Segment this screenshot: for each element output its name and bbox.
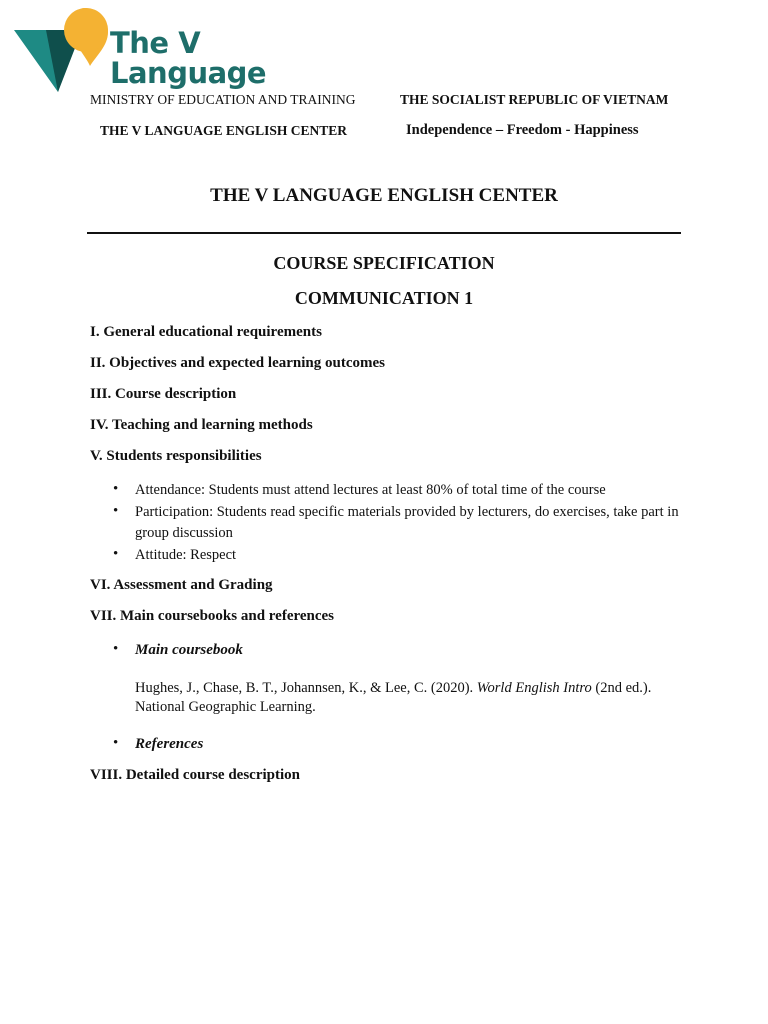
responsibility-participation: Participation: Students read specific materials provided by lecturers, do exercises, take part in group discussion <box>135 504 679 541</box>
logo-wordmark <box>110 28 266 88</box>
page-title: THE V LANGUAGE ENGLISH CENTER <box>210 185 558 206</box>
bullet-icon: • <box>113 641 119 657</box>
motto-label: Independence – Freedom - Happiness <box>406 122 639 138</box>
ministry-label: MINISTRY OF EDUCATION AND TRAINING <box>90 92 356 107</box>
spec-title: COURSE SPECIFICATION <box>273 253 495 273</box>
center-label: THE V LANGUAGE ENGLISH CENTER <box>100 123 348 138</box>
bullet-icon: • <box>113 503 119 519</box>
section-1-heading: I. General educational requirements <box>90 324 322 340</box>
logo-line-2: Language <box>110 56 267 90</box>
bullet-icon: • <box>113 481 119 497</box>
section-4-heading: IV. Teaching and learning methods <box>90 417 313 433</box>
logo <box>12 4 267 96</box>
section-8-heading: VIII. Detailed course description <box>90 767 300 783</box>
reference-publisher: (2nd ed.). National Geographic Learning. <box>135 680 652 715</box>
section-3-heading: III. Course description <box>90 386 237 402</box>
bullet-icon: • <box>113 735 119 751</box>
section-7-heading: VII. Main coursebooks and references <box>90 608 335 624</box>
title-divider <box>87 232 681 234</box>
republic-label: THE SOCIALIST REPUBLIC OF VIETNAM <box>400 92 669 107</box>
reference-authors: Hughes, J., Chase, B. T., Johannsen, K., & Lee, C. (2020). <box>135 680 474 696</box>
section-6-heading: VI. Assessment and Grading <box>90 577 273 593</box>
logo-mark-icon <box>12 4 112 96</box>
section-5-heading: V. Students responsibilities <box>90 448 262 464</box>
bullet-icon: • <box>113 546 119 562</box>
section-2-heading: II. Objectives and expected learning outcomes <box>90 355 385 371</box>
coursebook-reference <box>135 679 695 717</box>
references-heading: References <box>135 736 204 752</box>
reference-title: World English Intro <box>476 680 592 696</box>
logo-line-1: The V <box>110 26 201 60</box>
course-title: COMMUNICATION 1 <box>294 288 474 308</box>
responsibility-attitude: Attitude: Respect <box>135 547 237 563</box>
main-coursebook-heading: Main coursebook <box>135 642 243 658</box>
responsibility-attendance: Attendance: Students must attend lectures at least 80% of total time of the course <box>135 482 606 498</box>
